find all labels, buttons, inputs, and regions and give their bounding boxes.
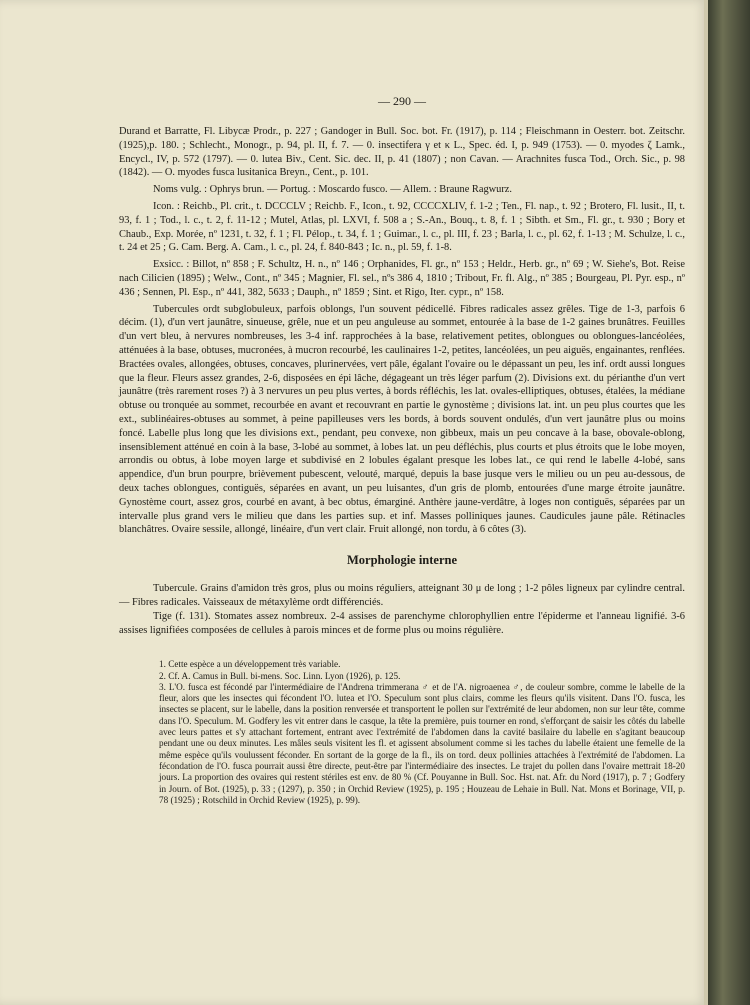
iconography-paragraph: Icon. : Reichb., Pl. crit., t. DCCCLV ; Reichb. F., Icon., t. 92, CCCCXLIV, f. 1-2 ; Ten., Fl. nap., t. 92 ; Brotero, Fl. lusit., II, t. 93, f. 1 ; Tod., l. c., t. 2, f. 11-12 ; Mutel, Atlas, pl. LXVI, f. 508 a ; S.-An., Bouq., t. 8, f. 1 ; Sibth. et Sm., Fl. gr., t. 930 ; Bory et Chaub., Exp. Morée, nº 1231, t. 32, f. 1 ; Fl. Pélop., t. 34, f. 1 ; Guimar., l. c., pl. III, f. 23 ; Barla, l. c., pl. 62, f. 1-13 ; M. Schulze, l. c., t. 24 et 25 ; G. Cam. Berg. A. Cam., l. c., pl. 24, f. 840-843 ; Ic. n., pl. 59, f. 1-8. (119, 200, 685, 254)
common-names-paragraph: Noms vulg. : Ophrys brun. — Portug. : Moscardo fusco. — Allem. : Braune Ragwurz. (153, 184, 513, 196)
synonymy-paragraph: Durand et Barratte, Fl. Libycæ Prodr., p. 227 ; Gandoger in Bull. Soc. bot. Fr. (1917), p. 114 ; Fleischmann in Oesterr. bot. Zeitschr. (1925),p. 180. ; Schlecht., Monogr., p. 94, pl. II, f. 7. — 0. insectifera γ et κ L., Spec. éd. I, p. 949 (1753). — 0. myodes ζ Lamk., Encycl., IV, p. 572 (1797). — 0. lutea Biv., Cent. Sic. dec. II, p. 41 (1807) ; non Cavan. — Arachnites fusca Tod., Orch. Sic., p. 98 (1842). — O. myodes fusca lusitanica Breyn., Cent., p. 101. (119, 126, 685, 179)
footnote-2: 2. Cf. A. Camus in Bull. bi-mens. Soc. Linn. Lyon (1926), p. 125. (159, 670, 401, 681)
page-content (119, 94, 685, 806)
stem-paragraph: Tige (f. 131). Stomates assez nombreux. 2-4 assises de parenchyme chlorophyllien entre l'épiderme et l'anneau lignifié. 3-6 assises lignifiées composées de cellules à parois minces et de forme plus ou moins régulière. (119, 610, 685, 636)
description-paragraph: Tubercules ordt subglobuleux, parfois oblongs, l'un souvent pédicellé. Fibres radicales assez grêles. Tige de 1-3, parfois 6 décim. (1), d'un vert jaunâtre, sinueuse, grêle, nue et un peu anguleuse au sommet, entourée à la base de 1-2 gaines brunâtres. Feuilles d'un vert bleu, à nervures nombreuses, les 3-4 inf. rapprochées à la base, relativement petites, oblongues ou oblongues-lancéolées, atténuées à la base, obtuses, mucronées, à mucron recourbé, les caulinaires 1-2, petites, lancéolées, un peu aiguës, engainantes, renflées. Bractées ovales, allongées, obtuses, concaves, plurinervées, vert pâle, égalant l'ovaire ou le dépassant un peu, les inf. ordt aussi longues que la fleur. Fleurs assez grandes, 2-6, disposées en épi lâche, dégageant un très léger parfum (2). Divisions ext. du périanthe d'un vert jaunâtre (très rarement roses ?) à 3 nervures un peu plus vertes, à bords réfléchis, les lat. ovales-elliptiques, obtuses, étalées, la médiane obtuse ou tronquée au sommet, recourbée en avant et recouvrant en partie le gynostème ; divisions lat. int. un peu plus courtes que les ext., sublinéaires-obtuses au sommet, à peine papilleuses vers les bords, à bords souvent ondulés, d'un vert jaunâtre plus ou moins foncé. Labelle plus long que les divisions ext., pendant, peu convexe, non gibbeux, mais un peu concave à la base, obovale-oblong, insensiblement atténué en coin à la base, 3-lobé au sommet, à lobes lat. un peu défléchis, plus courts et plus étroits que le lobe moyen, arrondis ou obtus, à lobe moyen large et subdivisé en 2 lobules égalant presque les lobes lat., ce qui rend le labelle 4-lobé, sans appendice, d'un brun pourpre, brièvement pubescent, velouté, marqué, depuis la base jusque vers le milieu ou un peu au-dessous, de deux taches oblongues, contiguës, séparées en avant, un peu luisantes, d'un gris de plomb, entourées d'une marge étroite jaunâtre. Gynostème court, assez gros, courbé en avant, à bec obtus, émarginé. Anthère jaune-verdâtre, à loges non contiguës, séparées par un intervalle plus grand vers le milieu que dans les parties sup. et inf. Masses polliniques jaunes. Caudicules jaune pâle. Rétinacles blanchâtres. Ovaire sessile, allongé, linéaire, d'un vert clair. Fruit allongé, non tordu, à 6 côtes (3). (119, 303, 685, 536)
footnotes (119, 659, 685, 806)
footnote-1: 1. Cette espèce a un développement très variable. (159, 659, 341, 670)
section-heading: Morphologie interne (346, 553, 458, 568)
exsiccata-paragraph: Exsicc. : Billot, nº 858 ; F. Schultz, H. n., nº 146 ; Orphanides, Fl. gr., nº 153 ; Heldr., Herb. gr., nº 69 ; W. Siehe's, Bot. Reise nach Cilicien (1895) ; Welw., Cont., nº 345 ; Magnier, Fl. sel., nºs 386 4, 1810 ; Tribout, Fr. fl. Alg., nº 385 ; Bourgeau, Pl. Pyr. esp., nº 436 ; Sennen, Pl. Esp., nº 441, 382, 5633 ; Dauph., nº 1859 ; Sint. et Rigo, Iter. cypr., nº 158. (119, 259, 685, 298)
book-cover-edge (708, 0, 750, 1005)
tubercle-paragraph: Tubercule. Grains d'amidon très gros, plus ou moins réguliers, atteignant 30 μ de long ; 1-2 pôles ligneux par cylindre central. — Fibres radicales. Vaisseaux de métaxylème ordt différenciés. (119, 583, 685, 608)
footnote-3: 3. L'O. fusca est fécondé par l'intermédiaire de l'Andrena trimmerana ♂ et de l'A. nigroaenea ♂, de couleur sombre, comme le labelle de la fleur, alors que les insectes qui fécondent l'O. lutea et l'O. Speculum sont plus clairs, comme les fleurs qu'ils visitent. Dans l'O. fusca, les insectes se placent, sur le labelle, dans la position renversée et transportent le pollen sur l'extrémité de leur abdomen, non sur leur tête, comme dans l'O. Speculum. M. Godfery les vit entrer dans le casque, la tête la première, puis tourner en rond, s'efforçant de saisir les côtés du labelle avec leurs pattes et s'y attachant fortement, entrant avec l'extrémité de l'abdomen dans la cavité basilaire du labelle en s'agitant beaucoup pendant une ou deux minutes. Les mâles seuls visitent les fl. et agissent absolument comme si les taches du labelle étaient une femelle de la même espèce qu'ils voulussent féconder. En sortant de la gorge de la fl., ils on tord. deux pollinies attachées à l'extrémité de l'abdomen. La fécondation de l'O. fusca pourrait aussi être directe, peut-être par l'intermédiaire des insectes. Le trajet du pollen dans l'ovaire mettrait 18-20 jours. La proportion des ovaires qui restent stériles est env. de 80 % (Cf. Pouyanne in Bull. Soc. Hst. nat. Afr. du Nord (1917), p. 7 ; Godfery in Journ. of Bot. (1925), p. 33 ; (1297), p. 350 ; in Orchid Review (1925), p. 195 ; Houzeau de Lehaie in Bull. Nat. Mons et Borinage, VII, p. 78 (1925) ; Rotschild in Orchid Review (1925), p. 99). (159, 681, 685, 805)
page-number: — 290 — (378, 94, 426, 108)
